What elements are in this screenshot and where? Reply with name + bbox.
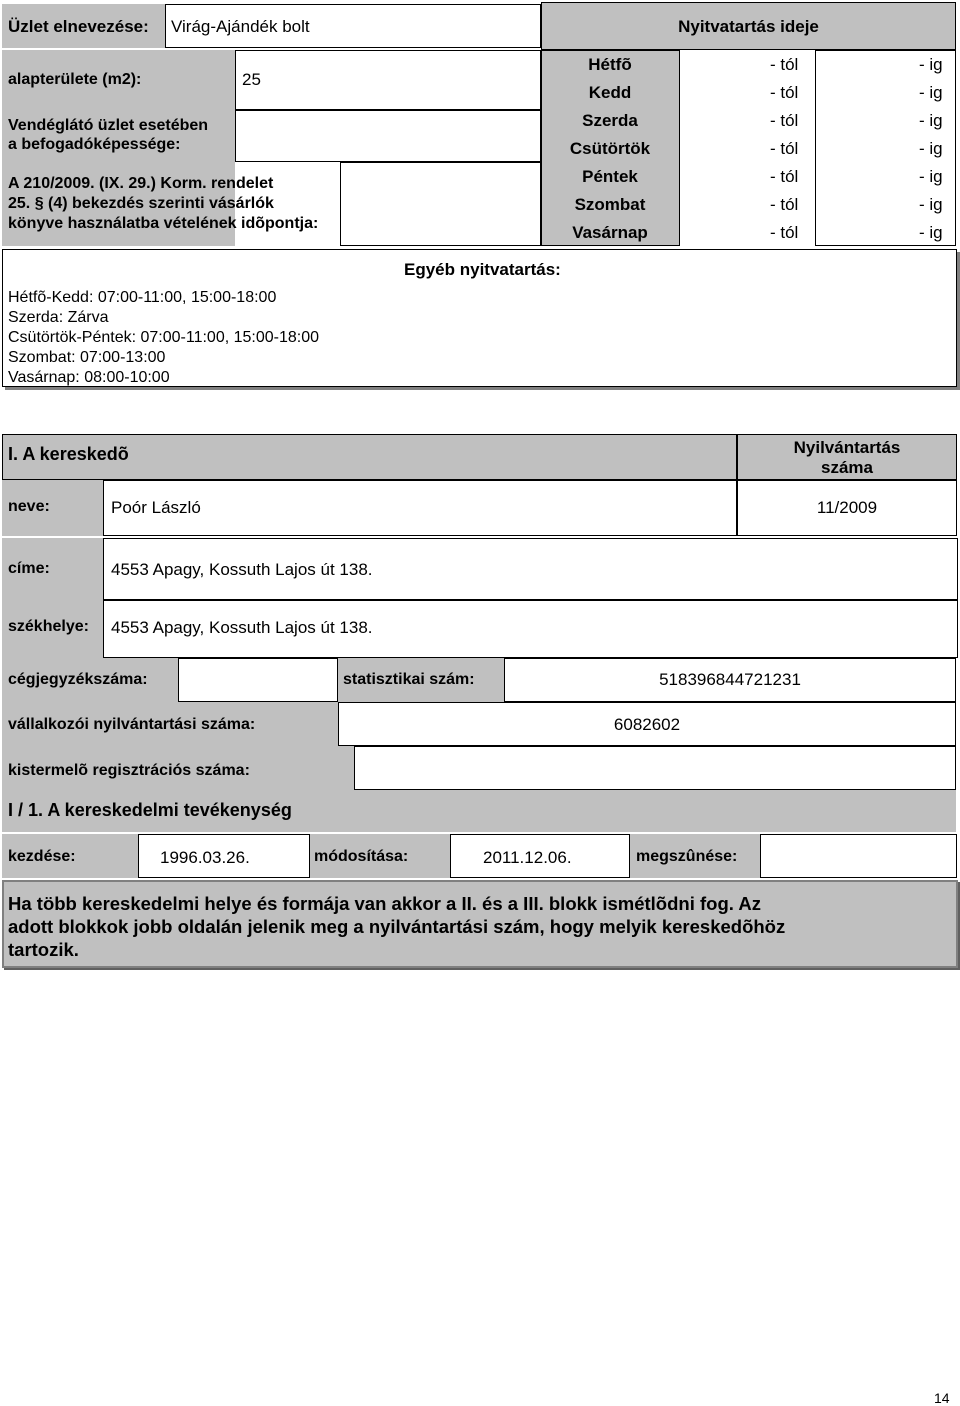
store-name-value: Virág-Ajándék bolt: [171, 17, 310, 36]
opening-day-name: Szerda: [582, 111, 638, 130]
merchant-section-title: I. A kereskedõ: [8, 444, 129, 464]
opening-day-name: Vasárnap: [572, 223, 648, 242]
name-label: neve:: [8, 498, 50, 515]
area-value: 25: [242, 70, 261, 89]
opening-row: [541, 50, 956, 78]
registry-number: 11/2009: [816, 498, 878, 517]
opening-row: [541, 134, 956, 162]
modified-label: módosítása:: [314, 848, 409, 865]
capacity-label-1: Vendéglátó üzlet esetében: [8, 117, 209, 134]
end-value-cell: [760, 834, 957, 878]
decree-line-3: könyve használatba vételének idõpontja:: [8, 215, 319, 232]
opening-to: - ig: [919, 223, 943, 242]
entrepreneur-label: vállalkozói nyilvántartási száma:: [8, 716, 256, 733]
producer-value-cell: [354, 746, 956, 790]
opening-from: - tól: [770, 111, 799, 130]
opening-to: - ig: [919, 195, 943, 214]
opening-day-name: Csütörtök: [569, 139, 651, 158]
capacity-label-2: a befogadóképessége:: [8, 136, 181, 153]
entrepreneur-value: 6082602: [613, 715, 681, 734]
opening-to: - ig: [919, 111, 943, 130]
stat-label: statisztikai szám:: [343, 671, 475, 688]
company-reg-label: cégjegyzékszáma:: [8, 671, 148, 688]
other-hours-line: Szombat: 07:00-13:00: [8, 349, 166, 366]
opening-row: [541, 106, 956, 134]
note-line-3: tartozik.: [8, 939, 79, 960]
opening-day-name: Kedd: [588, 83, 632, 102]
stat-value: 518396844721231: [659, 670, 801, 689]
name-value: Poór László: [111, 498, 201, 517]
activity-section-title: I / 1. A kereskedelmi tevékenység: [8, 800, 292, 820]
opening-row: [541, 218, 956, 246]
registry-header-1: Nyilvántartás: [793, 438, 901, 457]
opening-from: - tól: [770, 83, 799, 102]
other-hours-line: Csütörtök-Péntek: 07:00-11:00, 15:00-18:00: [8, 329, 320, 346]
start-label: kezdése:: [8, 848, 76, 865]
end-label: megszûnése:: [636, 848, 738, 865]
page-number: 14: [934, 1390, 950, 1406]
seat-label: székhelye:: [8, 618, 89, 635]
company-reg-value-cell: [178, 658, 338, 702]
area-value-cell: [235, 50, 541, 110]
opening-to: - ig: [919, 55, 943, 74]
decree-value-cell: [340, 162, 541, 246]
opening-day-name: Péntek: [582, 167, 638, 186]
opening-from: - tól: [770, 55, 799, 74]
opening-to: - ig: [919, 167, 943, 186]
other-hours-line: Szerda: Zárva: [8, 309, 109, 326]
opening-day-name: Hétfõ: [588, 55, 632, 74]
other-hours-line: Hétfõ-Kedd: 07:00-11:00, 15:00-18:00: [8, 289, 277, 306]
store-name-label: Üzlet elnevezése:: [8, 17, 149, 36]
registry-header-2: száma: [821, 458, 873, 477]
opening-from: - tól: [770, 223, 799, 242]
seat-value: 4553 Apagy, Kossuth Lajos út 138.: [111, 618, 373, 637]
opening-title: Nyitvatartás ideje: [678, 17, 819, 36]
area-label: alapterülete (m2):: [8, 71, 142, 88]
note-line-1: Ha több kereskedelmi helye és formája van akkor a II. és a III. blokk ismétlõdni fog. Az: [8, 893, 761, 914]
producer-label: kistermelõ regisztrációs száma:: [8, 762, 250, 779]
opening-from: - tól: [770, 195, 799, 214]
opening-to: - ig: [919, 83, 943, 102]
other-hours-line: Vasárnap: 08:00-10:00: [8, 369, 170, 386]
opening-row: [541, 162, 956, 190]
note-line-2: adott blokkok jobb oldalán jelenik meg a nyilvántartási szám, hogy melyik kereskedõhöz: [8, 916, 786, 937]
opening-row: [541, 190, 956, 218]
address-value: 4553 Apagy, Kossuth Lajos út 138.: [111, 560, 373, 579]
opening-from: - tól: [770, 139, 799, 158]
modified-value: 2011.12.06.: [483, 848, 572, 867]
opening-to: - ig: [919, 139, 943, 158]
opening-row: [541, 78, 956, 106]
other-hours-label: Egyéb nyitvatartás:: [404, 260, 561, 279]
decree-line-1: A 210/2009. (IX. 29.) Korm. rendelet: [8, 175, 274, 192]
start-value: 1996.03.26.: [160, 848, 250, 867]
opening-day-name: Szombat: [574, 195, 646, 214]
capacity-value-cell: [235, 110, 541, 162]
opening-from: - tól: [770, 167, 799, 186]
header-grid: [0, 0, 960, 250]
decree-line-2: 25. § (4) bekezdés szerinti vásárlók: [8, 195, 274, 212]
address-label: címe:: [8, 560, 50, 577]
